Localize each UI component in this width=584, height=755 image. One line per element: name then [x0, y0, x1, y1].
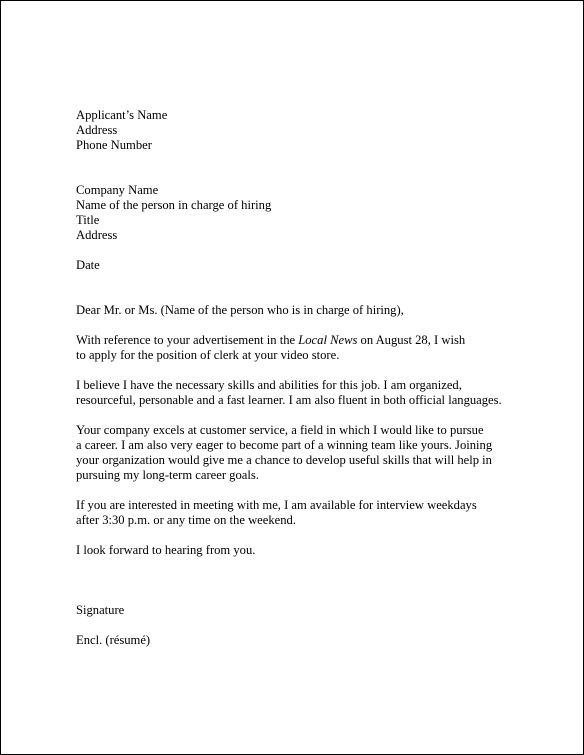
paragraph-3-line-2: a career. I am also very eager to become part of a winning team like yours. Joining: [76, 438, 493, 452]
paragraph-1-text-a: With reference to your advertisement in the: [76, 333, 299, 347]
newspaper-name: Local News: [298, 333, 358, 347]
paragraph-1: [76, 333, 546, 363]
sender-address: Address: [76, 123, 118, 137]
paragraph-1-text-b: on August 28, I wish: [357, 333, 466, 347]
salutation: Dear Mr. or Ms. (Name of the person who is in charge of hiring),: [76, 303, 404, 317]
paragraph-1-line-1: [76, 333, 546, 348]
paragraph-3-line-1: Your company excels at customer service, a field in which I would like to pursue: [76, 423, 484, 437]
recipient-block: [76, 183, 546, 243]
enclosure: Encl. (résumé): [76, 633, 151, 647]
recipient-company: Company Name: [76, 183, 159, 197]
paragraph-3-line-4: pursuing my long-term career goals.: [76, 468, 259, 482]
paragraph-4: [76, 498, 546, 528]
sender-block: [76, 108, 546, 153]
paragraph-3-line-3: your organization would give me a chance to develop useful skills that will help in: [76, 453, 492, 467]
sender-name: Applicant’s Name: [76, 108, 168, 122]
paragraph-1-line-2: to apply for the position of clerk at your video store.: [76, 348, 340, 362]
letter-body: [76, 108, 546, 648]
recipient-address: Address: [76, 228, 118, 242]
recipient-person: Name of the person in charge of hiring: [76, 198, 272, 212]
paragraph-3: [76, 423, 546, 483]
paragraph-2-line-2: resourceful, personable and a fast learner. I am also fluent in both official languages.: [76, 393, 502, 407]
paragraph-2-line-1: I believe I have the necessary skills and abilities for this job. I am organized,: [76, 378, 462, 392]
signature: Signature: [76, 603, 125, 617]
letter-date: Date: [76, 258, 100, 272]
closing-line: I look forward to hearing from you.: [76, 543, 256, 557]
paragraph-4-line-2: after 3:30 p.m. or any time on the weekend.: [76, 513, 296, 527]
sender-phone: Phone Number: [76, 138, 152, 152]
recipient-title: Title: [76, 213, 100, 227]
paragraph-4-line-1: If you are interested in meeting with me, I am available for interview weekdays: [76, 498, 477, 512]
paragraph-2: [76, 378, 546, 408]
